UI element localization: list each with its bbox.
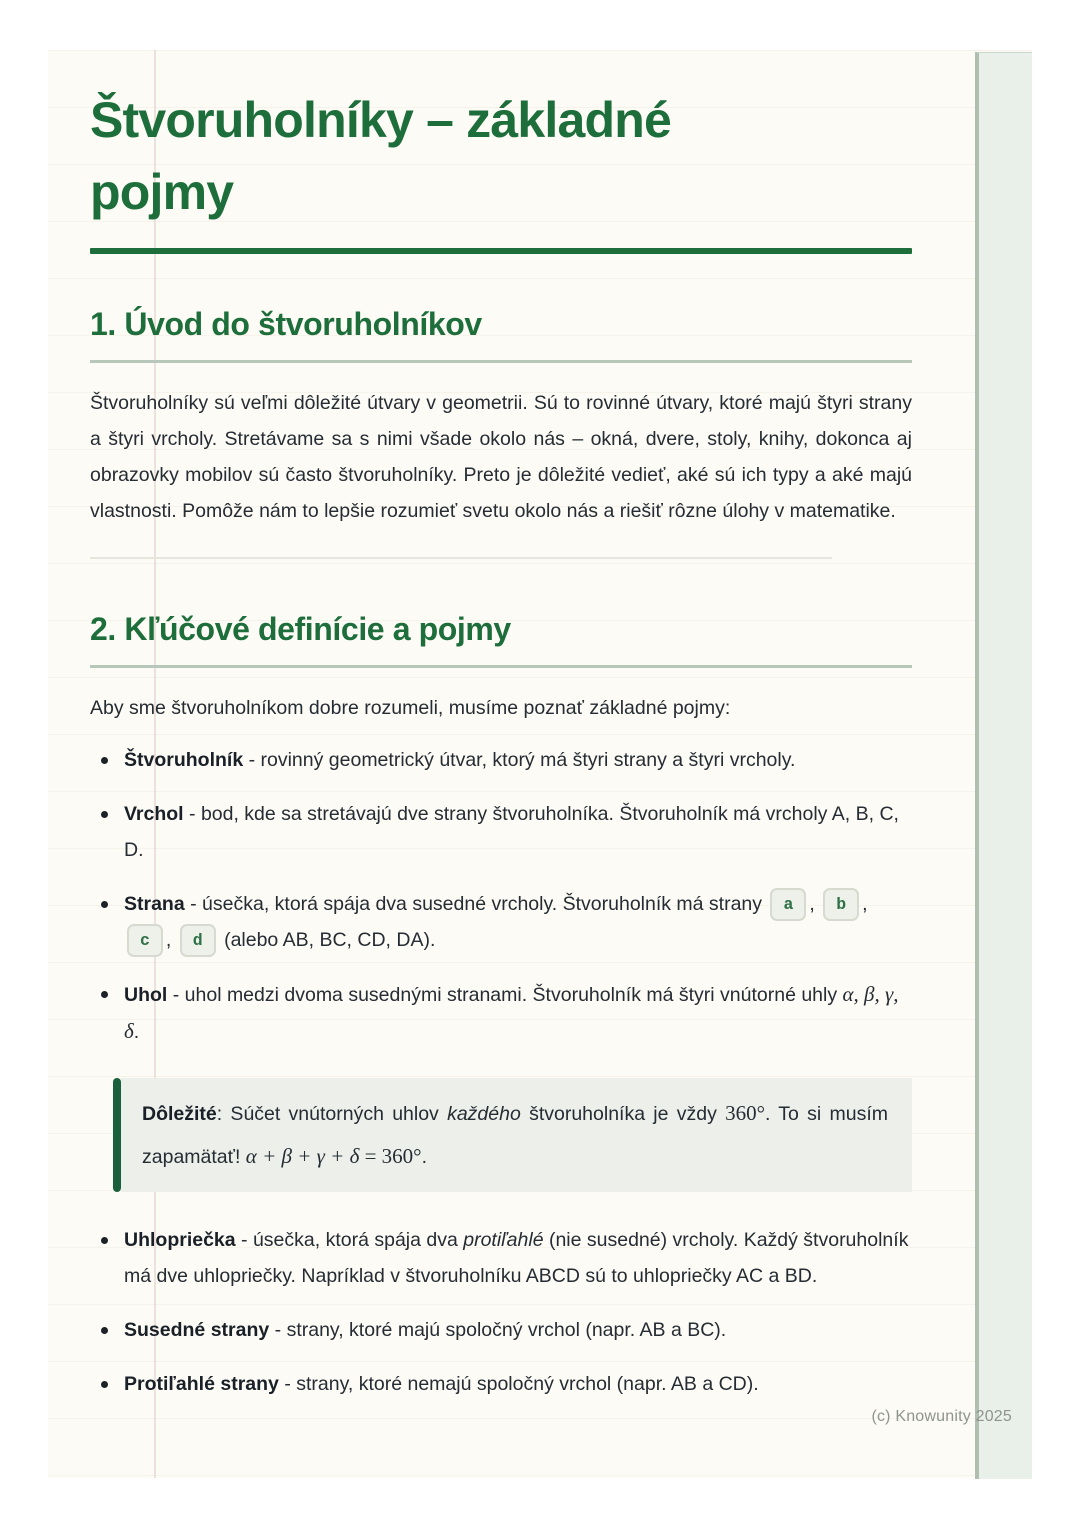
math-360-degrees: 360° bbox=[725, 1101, 765, 1125]
math-angles: α, β, γ, δ bbox=[124, 982, 899, 1043]
def-protilahle-strany: - strany, ktoré nemajú spoločný vrchol (napr. AB a CD). bbox=[278, 1373, 759, 1395]
def-stvoruholnik: - rovinný geometrický útvar, ktorý má štyri strany a štyri vrcholy. bbox=[243, 749, 796, 771]
note-content bbox=[90, 84, 912, 1420]
code-chip-d: d bbox=[180, 924, 216, 957]
definition-list-top bbox=[90, 742, 912, 1050]
list-item-protilahle-strany bbox=[90, 1366, 912, 1402]
definition-list-bottom bbox=[90, 1222, 912, 1402]
def-vrchol: - bod, kde sa stretávajú dve strany štvoruholníka. Štvoruholník má vrcholy A, B, C, D. bbox=[124, 803, 899, 861]
chip-separator: , bbox=[809, 893, 821, 915]
note-page bbox=[48, 50, 1032, 1478]
list-item-vrchol bbox=[90, 796, 912, 868]
section-divider bbox=[90, 557, 832, 559]
bookmark-strip bbox=[975, 52, 1032, 1479]
callout-italic-word: každého bbox=[447, 1103, 521, 1125]
def-uhol: - uhol medzi dvoma susednými stranami. Štvoruholník má štyri vnútorné uhly bbox=[167, 984, 843, 1006]
code-chip-c: c bbox=[127, 924, 163, 957]
def-uhlopriecka-after: (nie susedné) vrcholy. Každý štvoruholník má dve uhlopriečky. Napríklad v štvoruholníku ABCD sú to uhlopriečky AC a BD. bbox=[124, 1229, 909, 1287]
section-1-heading: 1. Úvod do štvoruholníkov bbox=[90, 306, 482, 342]
list-item-uhol bbox=[90, 976, 912, 1050]
callout-t4: . bbox=[421, 1146, 427, 1168]
term-strana: Strana bbox=[124, 893, 185, 915]
def-uhlopriecka-italic: protiľahlé bbox=[463, 1229, 544, 1251]
list-item-strana bbox=[90, 886, 912, 958]
math-equals: = bbox=[359, 1144, 382, 1168]
def-susedne-strany: - strany, ktoré majú spoločný vrchol (napr. AB a BC). bbox=[269, 1319, 727, 1341]
term-protilahle-strany: Protiľahlé strany bbox=[124, 1373, 279, 1395]
callout-t1: : Súčet vnútorných uhlov bbox=[216, 1103, 448, 1125]
section-1-paragraph: Štvoruholníky sú veľmi dôležité útvary v geometrii. Sú to rovinné útvary, ktoré majú štyri strany a štyri vrcholy. Stretávame sa s nimi všade okolo nás – okná, dvere, stoly, knihy, dokonca aj obrazovky mobilov sú často štvoruholníky. Preto je dôležité vedieť, aké sú ich typy a aké majú vlastnosti. Pomôže nám to lepšie rozumieť svetu okolo nás a riešiť rôzne úlohy v matematike. bbox=[90, 392, 912, 522]
page-title-line2: pojmy bbox=[90, 164, 234, 220]
term-vrchol: Vrchol bbox=[124, 803, 184, 825]
def-strana-after: (alebo AB, BC, CD, DA). bbox=[218, 929, 436, 951]
title-rule bbox=[90, 248, 912, 254]
section-2-rule bbox=[90, 665, 912, 668]
code-chip-b: b bbox=[823, 888, 859, 921]
callout-text bbox=[121, 1078, 912, 1192]
section-2-heading: 2. Kľúčové definície a pojmy bbox=[90, 611, 511, 647]
math-angle-sum-formula: α + β + γ + δ bbox=[245, 1144, 360, 1168]
code-chip-a: a bbox=[770, 888, 806, 921]
section-1-rule bbox=[90, 360, 912, 363]
term-uhol: Uhol bbox=[124, 984, 168, 1006]
list-item-susedne-strany bbox=[90, 1312, 912, 1348]
chip-separator: , bbox=[165, 929, 177, 951]
section-2-intro: Aby sme štvoruholníkom dobre rozumeli, musíme poznať základné pojmy: bbox=[90, 697, 731, 719]
def-uhol-tail: . bbox=[133, 1021, 140, 1043]
callout-accent-bar bbox=[113, 1078, 121, 1192]
term-susedne-strany: Susedné strany bbox=[124, 1319, 270, 1341]
def-uhlopriecka-before: - úsečka, ktorá spája dva bbox=[235, 1229, 464, 1251]
def-strana-before: - úsečka, ktorá spája dva susedné vrcholy. Štvoruholník má strany bbox=[184, 893, 768, 915]
callout-label: Dôležité bbox=[142, 1103, 217, 1125]
page-title-line1: Štvoruholníky – základné bbox=[90, 92, 671, 148]
math-360-degrees-result: 360° bbox=[381, 1144, 422, 1168]
list-item-stvoruholnik bbox=[90, 742, 912, 778]
chip-separator: , bbox=[862, 893, 868, 915]
term-uhlopriecka: Uhlopriečka bbox=[124, 1229, 236, 1251]
page-title bbox=[90, 84, 912, 228]
callout-t2: štvoruholníka je vždy bbox=[520, 1103, 726, 1125]
list-item-uhlopriecka bbox=[90, 1222, 912, 1294]
callout-t3: . To si musím zapamätať! bbox=[142, 1103, 888, 1168]
copyright-footer: (c) Knowunity 2025 bbox=[871, 1408, 1012, 1425]
term-stvoruholnik: Štvoruholník bbox=[124, 749, 244, 771]
important-callout bbox=[113, 1078, 912, 1192]
